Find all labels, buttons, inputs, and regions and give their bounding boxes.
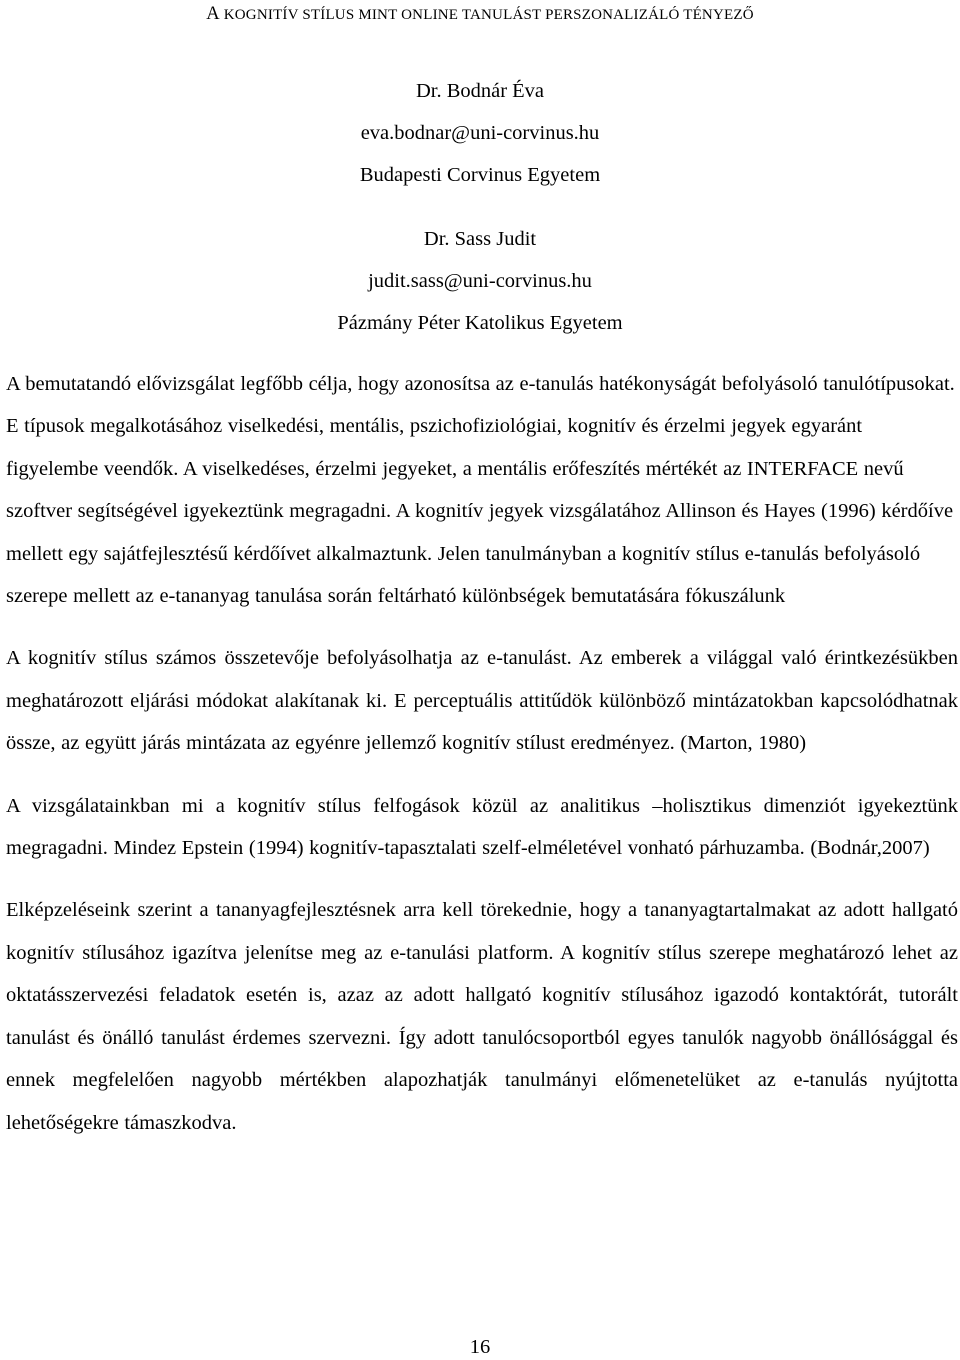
author-name: Dr. Bodnár Éva — [415, 80, 545, 102]
paragraph: A kognitív stílus számos összetevője befolyásolhatja az e-tanulást. Az emberek a világgal való érintkezésükben meghatározott eljárási módokat alakítanak ki. E perceptuális attitűdök különböző mintázatokban kapcsolódhatnak össze, az együtt járás mintázata az egyénre jellemző kognitív stílust eredményez. (Marton, 1980) — [6, 647, 958, 755]
running-header-text: KOGNITÍV STÍLUS MINT ONLINE TANULÁST PERSZONALIZÁLÓ TÉNYEZŐ — [219, 7, 754, 23]
author-institution: Budapesti Corvinus Egyetem — [359, 164, 601, 186]
running-header-initial: A — [206, 4, 220, 24]
author-block — [0, 76, 960, 202]
author-email: eva.bodnar@uni-corvinus.hu — [360, 122, 600, 144]
author-list — [0, 76, 960, 350]
page-number: 16 — [469, 1336, 491, 1358]
body-text — [6, 363, 958, 1144]
paragraph-abstract: A bemutatandó elővizsgálat legfőbb célja, hogy azonosítsa az e-tanulás hatékonyságát befolyásoló tanulótípusokat. E típusok megalkotásához viselkedési, mentális, pszichofiziológiai, kognitív és érzelmi jegyek egyaránt figyelembe veendők. A viselkedéses, érzelmi jegyeket, a mentális erőfeszítés mértékét az INTERFACE nevű szoftver segítségével igyekeztünk megragadni. A kognitív jegyek vizsgálatához Allinson és Hayes (1996) kérdőíve mellett egy sajátfejlesztésű kérdőívet alkalmaztunk. Jelen tanulmányban a kognitív stílus e-tanulás befolyásoló szerepe mellett az e-tananyag tanulása során feltárható különbségek bemutatására fókuszálunk — [6, 373, 955, 608]
author-institution: Pázmány Péter Katolikus Egyetem — [337, 312, 623, 334]
paragraph: Elképzeléseink szerint a tananyagfejlesztésnek arra kell törekednie, hogy a tananyagtartalmakat az adott hallgató kognitív stílusához igazítva jelenítse meg az e-tanulási platform. A kognitív stílus szerepe meghatározó lehet az oktatásszervezési feladatok esetén is, azaz az adott hallgató kognitív stílusához igazodó kontaktórát, tutorált tanulást és önálló tanulást érdemes szervezni. Így adott tanulócsoportból egyes tanulók nagyobb önállósággal és ennek megfelelően nagyobb mértékben alapozhatják tanulmányi előmenetelüket az e-tanulás nyújtotta lehetőségekre támaszkodva. — [6, 899, 958, 1134]
author-name: Dr. Sass Judit — [423, 228, 537, 250]
author-email: judit.sass@uni-corvinus.hu — [368, 270, 592, 292]
running-header — [0, 4, 960, 25]
paragraph: A vizsgálatainkban mi a kognitív stílus felfogások közül az analitikus –holisztikus dimenziót igyekeztünk megragadni. Mindez Epstein (1994) kognitív-tapasztalati szelf-elméletével vonható párhuzamba. (Bodnár,2007) — [6, 794, 958, 860]
author-block — [0, 224, 960, 350]
